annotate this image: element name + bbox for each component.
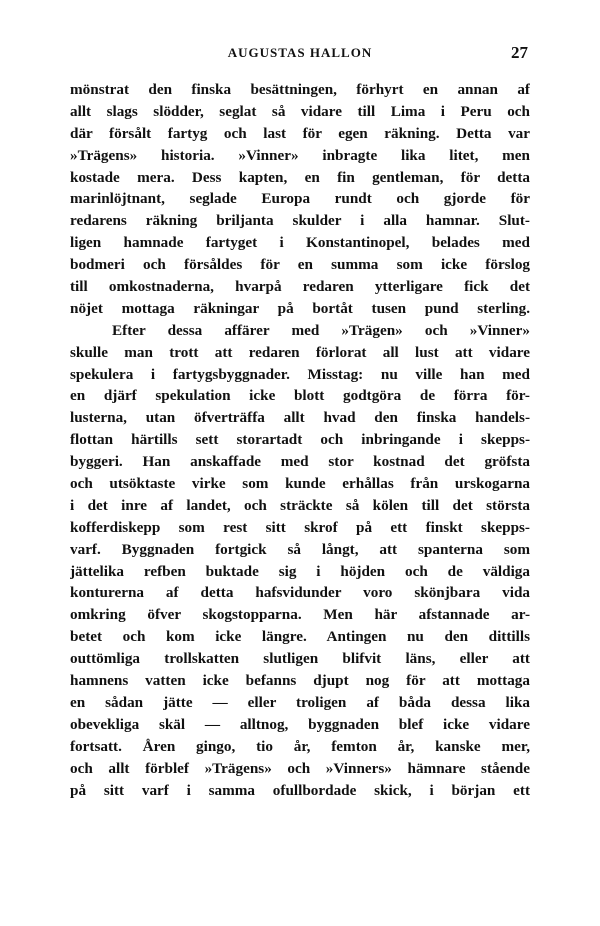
text-line: hamnens vatten icke befanns djupt nog för att mottaga [70, 672, 530, 690]
text-line: och allt förblef »Trägens» och »Vinners» hämnare stående [70, 759, 530, 777]
text-line: konturerna af detta hafsvidunder voro skönjbara vida [70, 584, 530, 602]
text-line: i det inre af landet, och sträckte så kölen till det största [70, 496, 530, 514]
running-title: AUGUSTAS HALLON [227, 45, 373, 60]
text-line: till omkostnaderna, hvarpå redaren ytterligare fick det [70, 278, 530, 296]
text-line: spekulera i fartygsbyggnader. Misstag: nu ville han med [70, 365, 530, 383]
text-line: jättelika refben buktade sig i höjden och de väldiga [70, 562, 530, 580]
text-line: lusterna, utan öfverträffa allt hvad den finska handels- [70, 409, 530, 427]
page-header [70, 45, 530, 69]
text-line: kofferdiskepp som rest sitt skrof på ett finskt skepps- [70, 518, 530, 536]
text-line: där försålt fartyg och last för egen räkning. Detta var [70, 124, 530, 142]
text-line: omkring öfver skogstopparna. Men här afstannade ar- [70, 606, 530, 624]
text-line: skulle man trott att redaren förlorat all lust att vidare [70, 343, 530, 361]
page-number: 27 [511, 43, 528, 62]
text-line: varf. Byggnaden fortgick så långt, att spanterna som [70, 540, 530, 558]
text-line: flottan härtills sett storartadt och inbringande i skepps- [70, 431, 530, 449]
text-line: marinlöjtnant, seglade Europa rundt och gjorde för [70, 190, 530, 208]
text-line: en djärf spekulation icke blott godtgöra de förra för- [70, 387, 530, 405]
body-text [70, 79, 530, 801]
text-line: outtömliga trollskatten slutligen blifvit läns, eller att [70, 650, 530, 668]
text-line: obevekliga skäl — alltnog, byggnaden blef icke vidare [70, 715, 530, 733]
text-line: »Trägens» historia. »Vinner» inbragte lika litet, men [70, 146, 530, 164]
text-line: redarens räkning briljanta skulder i alla hamnar. Slut- [70, 212, 530, 230]
text-line: och utsöktaste virke som kunde erhållas från urskogarna [70, 475, 530, 493]
text-line: mönstrat den finska besättningen, förhyrt en annan af [70, 81, 530, 98]
text-line: ligen hamnade fartyget i Konstantinopel, belades med [70, 234, 530, 252]
text-line: Efter dessa affärer med »Trägen» och »Vinner» [112, 321, 530, 339]
text-line: byggeri. Han anskaffade med stor kostnad det gröfsta [70, 453, 530, 471]
text-line: allt slags slödder, seglat så vidare till Lima i Peru och [70, 102, 530, 120]
text-line: en sådan jätte — eller troligen af båda dessa lika [70, 693, 530, 711]
text-line: på sitt varf i samma ofullbordade skick, i början ett [70, 781, 530, 799]
text-line: betet och kom icke längre. Antingen nu den dittills [70, 628, 530, 646]
text-line: fortsatt. Åren gingo, tio år, femton år, kanske mer, [70, 737, 530, 755]
text-line: bodmeri och försåldes för en summa som icke förslog [70, 256, 530, 274]
text-line: kostade mera. Dess kapten, en fin gentleman, för detta [70, 168, 530, 186]
text-line: nöjet mottaga räkningar på bortåt tusen pund sterling. [70, 299, 530, 317]
